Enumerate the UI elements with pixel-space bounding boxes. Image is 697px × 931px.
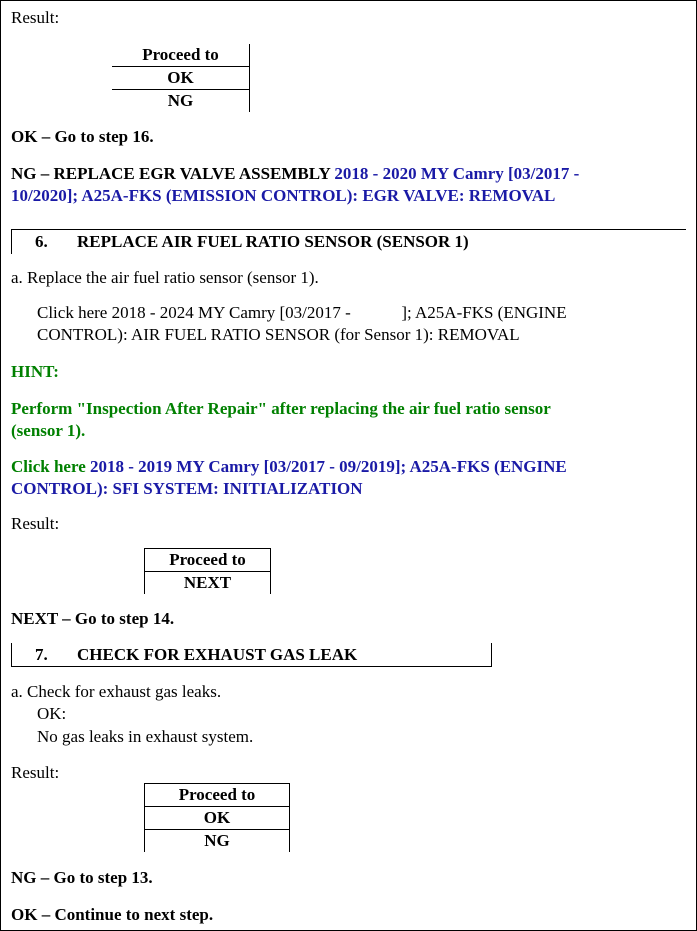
proceed-table-header: Proceed to [145, 549, 271, 572]
ng-outcome: NG – Go to step 13. [11, 868, 153, 887]
proceed-option-ok: OK [145, 807, 290, 830]
result-label: Result: [11, 8, 60, 27]
proceed-option-next: NEXT [145, 572, 271, 595]
ng-outcome [11, 163, 579, 185]
hint-text: Perform "Inspection After Repair" after replacing the air fuel ratio sensor [11, 399, 551, 418]
af-sensor-removal-link[interactable] [37, 302, 567, 324]
next-outcome: NEXT – Go to step 14. [11, 609, 175, 628]
hint-text-cont: (sensor 1). [11, 421, 86, 440]
proceed-table-3 [144, 783, 290, 852]
hint-label: HINT: [11, 362, 59, 381]
step-title: CHECK FOR EXHAUST GAS LEAK [77, 645, 358, 664]
step-7-instruction: a. Check for exhaust gas leaks. [11, 682, 222, 701]
click-here-link[interactable]: Click here [11, 457, 86, 476]
ng-outcome-text: NG – REPLACE EGR VALVE ASSEMBLY [11, 164, 331, 183]
result-label: Result: [11, 514, 60, 533]
step-title: REPLACE AIR FUEL RATIO SENSOR (SENSOR 1) [77, 232, 469, 251]
step-number: 7. [35, 645, 48, 664]
step-number: 6. [35, 232, 48, 251]
proceed-option-ng: NG [145, 830, 290, 853]
sfi-initialization-link[interactable]: 2018 - 2019 MY Camry [03/2017 - 09/2019]; A25A-FKS (ENGINE [90, 457, 567, 476]
proceed-option-ng: NG [112, 90, 250, 113]
sfi-initialization-line [11, 456, 567, 478]
sfi-initialization-link-cont[interactable]: CONTROL): SFI SYSTEM: INITIALIZATION [11, 479, 363, 498]
egr-valve-removal-link-cont[interactable]: 10/2020]; A25A-FKS (EMISSION CONTROL): EGR VALVE: REMOVAL [11, 186, 556, 205]
ok-outcome: OK – Go to step 16. [11, 127, 154, 146]
proceed-table-1 [112, 44, 250, 112]
result-label: Result: [11, 763, 60, 782]
egr-valve-removal-link[interactable]: 2018 - 2020 MY Camry [03/2017 - [334, 164, 580, 183]
step-7-header [11, 643, 492, 667]
step-6-header [11, 230, 686, 254]
af-sensor-removal-link-cont[interactable]: CONTROL): AIR FUEL RATIO SENSOR (for Sensor 1): REMOVAL [37, 325, 520, 344]
proceed-table-header: Proceed to [145, 784, 290, 807]
ok-outcome: OK – Continue to next step. [11, 905, 214, 924]
af-sensor-link-text-b: ]; A25A-FKS (ENGINE [401, 303, 567, 322]
proceed-option-ok: OK [112, 67, 250, 90]
ok-criteria-detail: No gas leaks in exhaust system. [37, 727, 254, 746]
proceed-table-header: Proceed to [112, 44, 250, 67]
step-6-instruction: a. Replace the air fuel ratio sensor (sensor 1). [11, 268, 319, 287]
af-sensor-link-text-a: Click here 2018 - 2024 MY Camry [03/2017 - [37, 303, 351, 322]
proceed-table-2 [144, 548, 271, 594]
ok-criteria-label: OK: [37, 704, 67, 723]
